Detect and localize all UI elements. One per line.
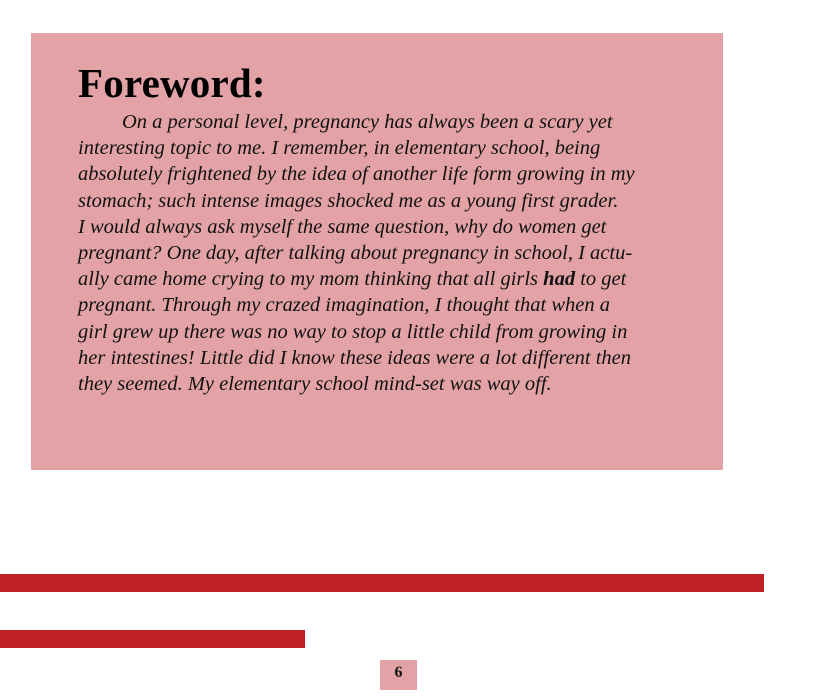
paragraph-line: pregnant? One day, after talking about pregnancy in school, I actu-	[78, 242, 633, 265]
line-text-after: to get	[575, 268, 627, 291]
paragraph-line: interesting topic to me. I remember, in elementary school, being	[78, 137, 601, 160]
emphasized-word: had	[543, 268, 576, 291]
paragraph-line: I would always ask myself the same question, why do women get	[78, 215, 607, 238]
paragraph-line: pregnant. Through my crazed imagination, I thought that when a	[78, 294, 611, 317]
paragraph-line: they seemed. My elementary school mind-set was way off.	[78, 373, 552, 396]
decorative-stripe-long	[0, 574, 764, 592]
paragraph-line: stomach; such intense images shocked me as a young first grader.	[78, 189, 619, 212]
foreword-paragraph	[78, 109, 683, 397]
foreword-title: Foreword:	[78, 60, 266, 106]
foreword-box	[31, 33, 723, 470]
decorative-stripe-short	[0, 630, 305, 648]
page-number: 6	[380, 660, 417, 690]
paragraph-line-emphasis	[78, 266, 683, 292]
paragraph-line: girl grew up there was no way to stop a little child from growing in	[78, 320, 628, 343]
line-text-before: ally came home crying to my mom thinking that all girls	[78, 268, 544, 291]
paragraph-line: her intestines! Little did I know these ideas were a lot different then	[78, 346, 632, 369]
paragraph-line: On a personal level, pregnancy has always been a scary yet	[122, 111, 613, 133]
paragraph-line: absolutely frightened by the idea of another life form growing in my	[78, 163, 635, 186]
